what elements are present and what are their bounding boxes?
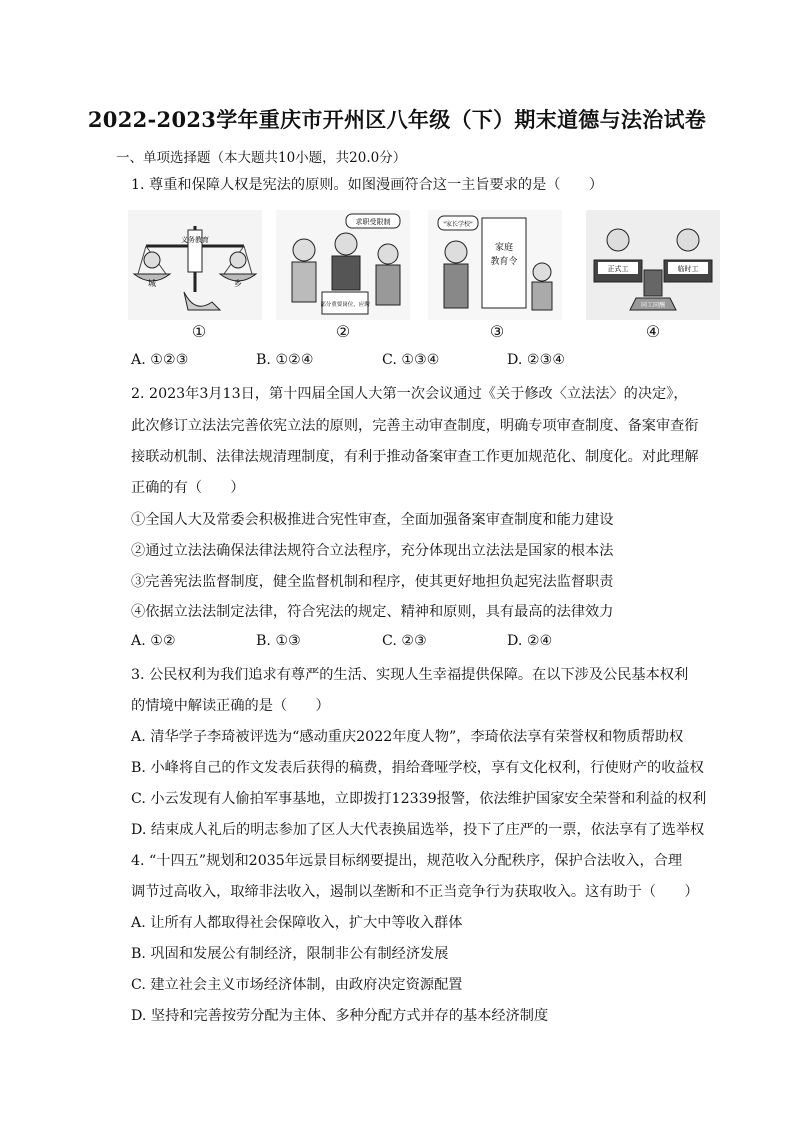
cartoon-3-bubble: "家长学校" <box>443 221 473 228</box>
q2-stem-line-2: 此次修订立法法完善依宪立法的原则，完善主动审查制度，明确专项审查制度、备案审查衔 <box>131 418 699 434</box>
cartoon-4-left-label: 正式工 <box>607 265 629 273</box>
q3-stem-line-2: 的情境中解读正确的是（ ） <box>131 698 330 714</box>
cartoon-2-label: ② <box>335 322 351 341</box>
q2-stem-line-3: 接联动机制、法律法规清理制度，有利于推动备案审查工作更加规范化、制度化。对此理解 <box>131 449 699 465</box>
page-title: 2022-2023学年重庆市开州区八年级（下）期末道德与法治试卷 <box>87 107 707 132</box>
q4-stem-line-1: 4. “十四五”规划和2035年远景目标纲要提出，规范收入分配秩序，保护合法收入，合理 <box>131 853 683 869</box>
cartoon-2-bubble: 求职受限制 <box>355 218 391 226</box>
cartoon-3-family-education <box>428 210 562 320</box>
cartoon-4-label: ④ <box>645 322 661 341</box>
cartoon-1-right-label: 乡 <box>234 279 242 288</box>
q4-choice-b[interactable]: B. 巩固和发展公有制经济，限制非公有制经济发展 <box>131 946 449 962</box>
q3-choice-c[interactable]: C. 小云发现有人偷拍军事基地，立即拨打12339报警，依法维护国家安全荣誉和利益的权利 <box>131 791 707 807</box>
q4-choice-c[interactable]: C. 建立社会主义市场经济体制，由政府决定资源配置 <box>131 977 463 993</box>
cartoon-1-tag: 义务教育 <box>181 236 209 244</box>
cartoon-4-base: 同工同酬 <box>640 302 666 309</box>
cartoon-2-doc: 部分重要岗位，应聘 <box>320 302 370 308</box>
q4-stem-line-2: 调节过高收入，取缔非法收入，遏制以垄断和不正当竞争行为获取收入。这有助于（ ） <box>131 884 699 900</box>
q1-option-a[interactable]: A. ①②③ <box>131 352 189 368</box>
q3-choice-a[interactable]: A. 清华学子李琦被评选为“感动重庆2022年度人物”，李琦依法享有荣誉权和物质帮助权 <box>131 729 684 745</box>
q2-statement-2: ②通过立法法确保法律法规符合立法程序，充分体现出立法法是国家的根本法 <box>131 543 614 559</box>
q2-stem-line-1: 2. 2023年3月13日，第十四届全国人大第一次会议通过《关于修改〈立法法〉的决定》， <box>131 386 688 402</box>
cartoon-3-doc-line2: 教育令 <box>490 257 518 267</box>
cartoon-3-label: ③ <box>489 322 505 341</box>
section-header: 一、单项选择题（本大题共10小题，共20.0分） <box>116 150 407 166</box>
cartoon-4-equal-pay <box>586 210 720 320</box>
q1-option-b[interactable]: B. ①②④ <box>256 352 314 368</box>
q4-choice-a[interactable]: A. 让所有人都取得社会保障收入，扩大中等收入群体 <box>131 915 463 931</box>
q1-option-d[interactable]: D. ②③④ <box>507 352 566 368</box>
q3-choice-b[interactable]: B. 小峰将自己的作文发表后获得的稿费，捐给聋哑学校，享有文化权利，行使财产的收益权 <box>131 760 704 776</box>
q1-cartoon-row <box>128 210 720 345</box>
q2-statement-1: ①全国人大及常委会积极推进合宪性审查，全面加强备案审查制度和能力建设 <box>131 512 614 528</box>
q1-stem: 1. 尊重和保障人权是宪法的原则。如图漫画符合这一主旨要求的是（ ） <box>131 177 604 193</box>
cartoon-4-right-label: 临时工 <box>677 265 699 273</box>
cartoon-3-doc-line1: 家庭 <box>494 243 514 253</box>
q2-option-c[interactable]: C. ②③ <box>382 633 427 649</box>
cartoon-1-balance-scale <box>128 210 262 320</box>
q2-option-d[interactable]: D. ②④ <box>507 633 553 649</box>
q2-option-b[interactable]: B. ①③ <box>256 633 301 649</box>
q1-option-c[interactable]: C. ①③④ <box>382 352 440 368</box>
cartoon-2-job-restriction <box>276 210 410 320</box>
q4-choice-d[interactable]: D. 坚持和完善按劳分配为主体、多种分配方式并存的基本经济制度 <box>131 1008 549 1024</box>
q2-option-a[interactable]: A. ①② <box>131 633 176 649</box>
q2-stem-line-4: 正确的有（ ） <box>131 480 245 496</box>
q3-stem-line-1: 3. 公民权利为我们追求有尊严的生活、实现人生幸福提供保障。在以下涉及公民基本权利 <box>131 667 689 683</box>
cartoon-1-left-label: 城 <box>148 279 156 288</box>
q2-statement-4: ④依据立法法制定法律，符合宪法的规定、精神和原则，具有最高的法律效力 <box>131 604 614 620</box>
cartoon-1-label: ① <box>191 322 207 341</box>
q3-choice-d[interactable]: D. 结束成人礼后的明志参加了区人大代表换届选举，投下了庄严的一票，依法享有了选举权 <box>131 822 705 838</box>
q2-statement-3: ③完善宪法监督制度，健全监督机制和程序，使其更好地担负起宪法监督职责 <box>131 574 614 590</box>
